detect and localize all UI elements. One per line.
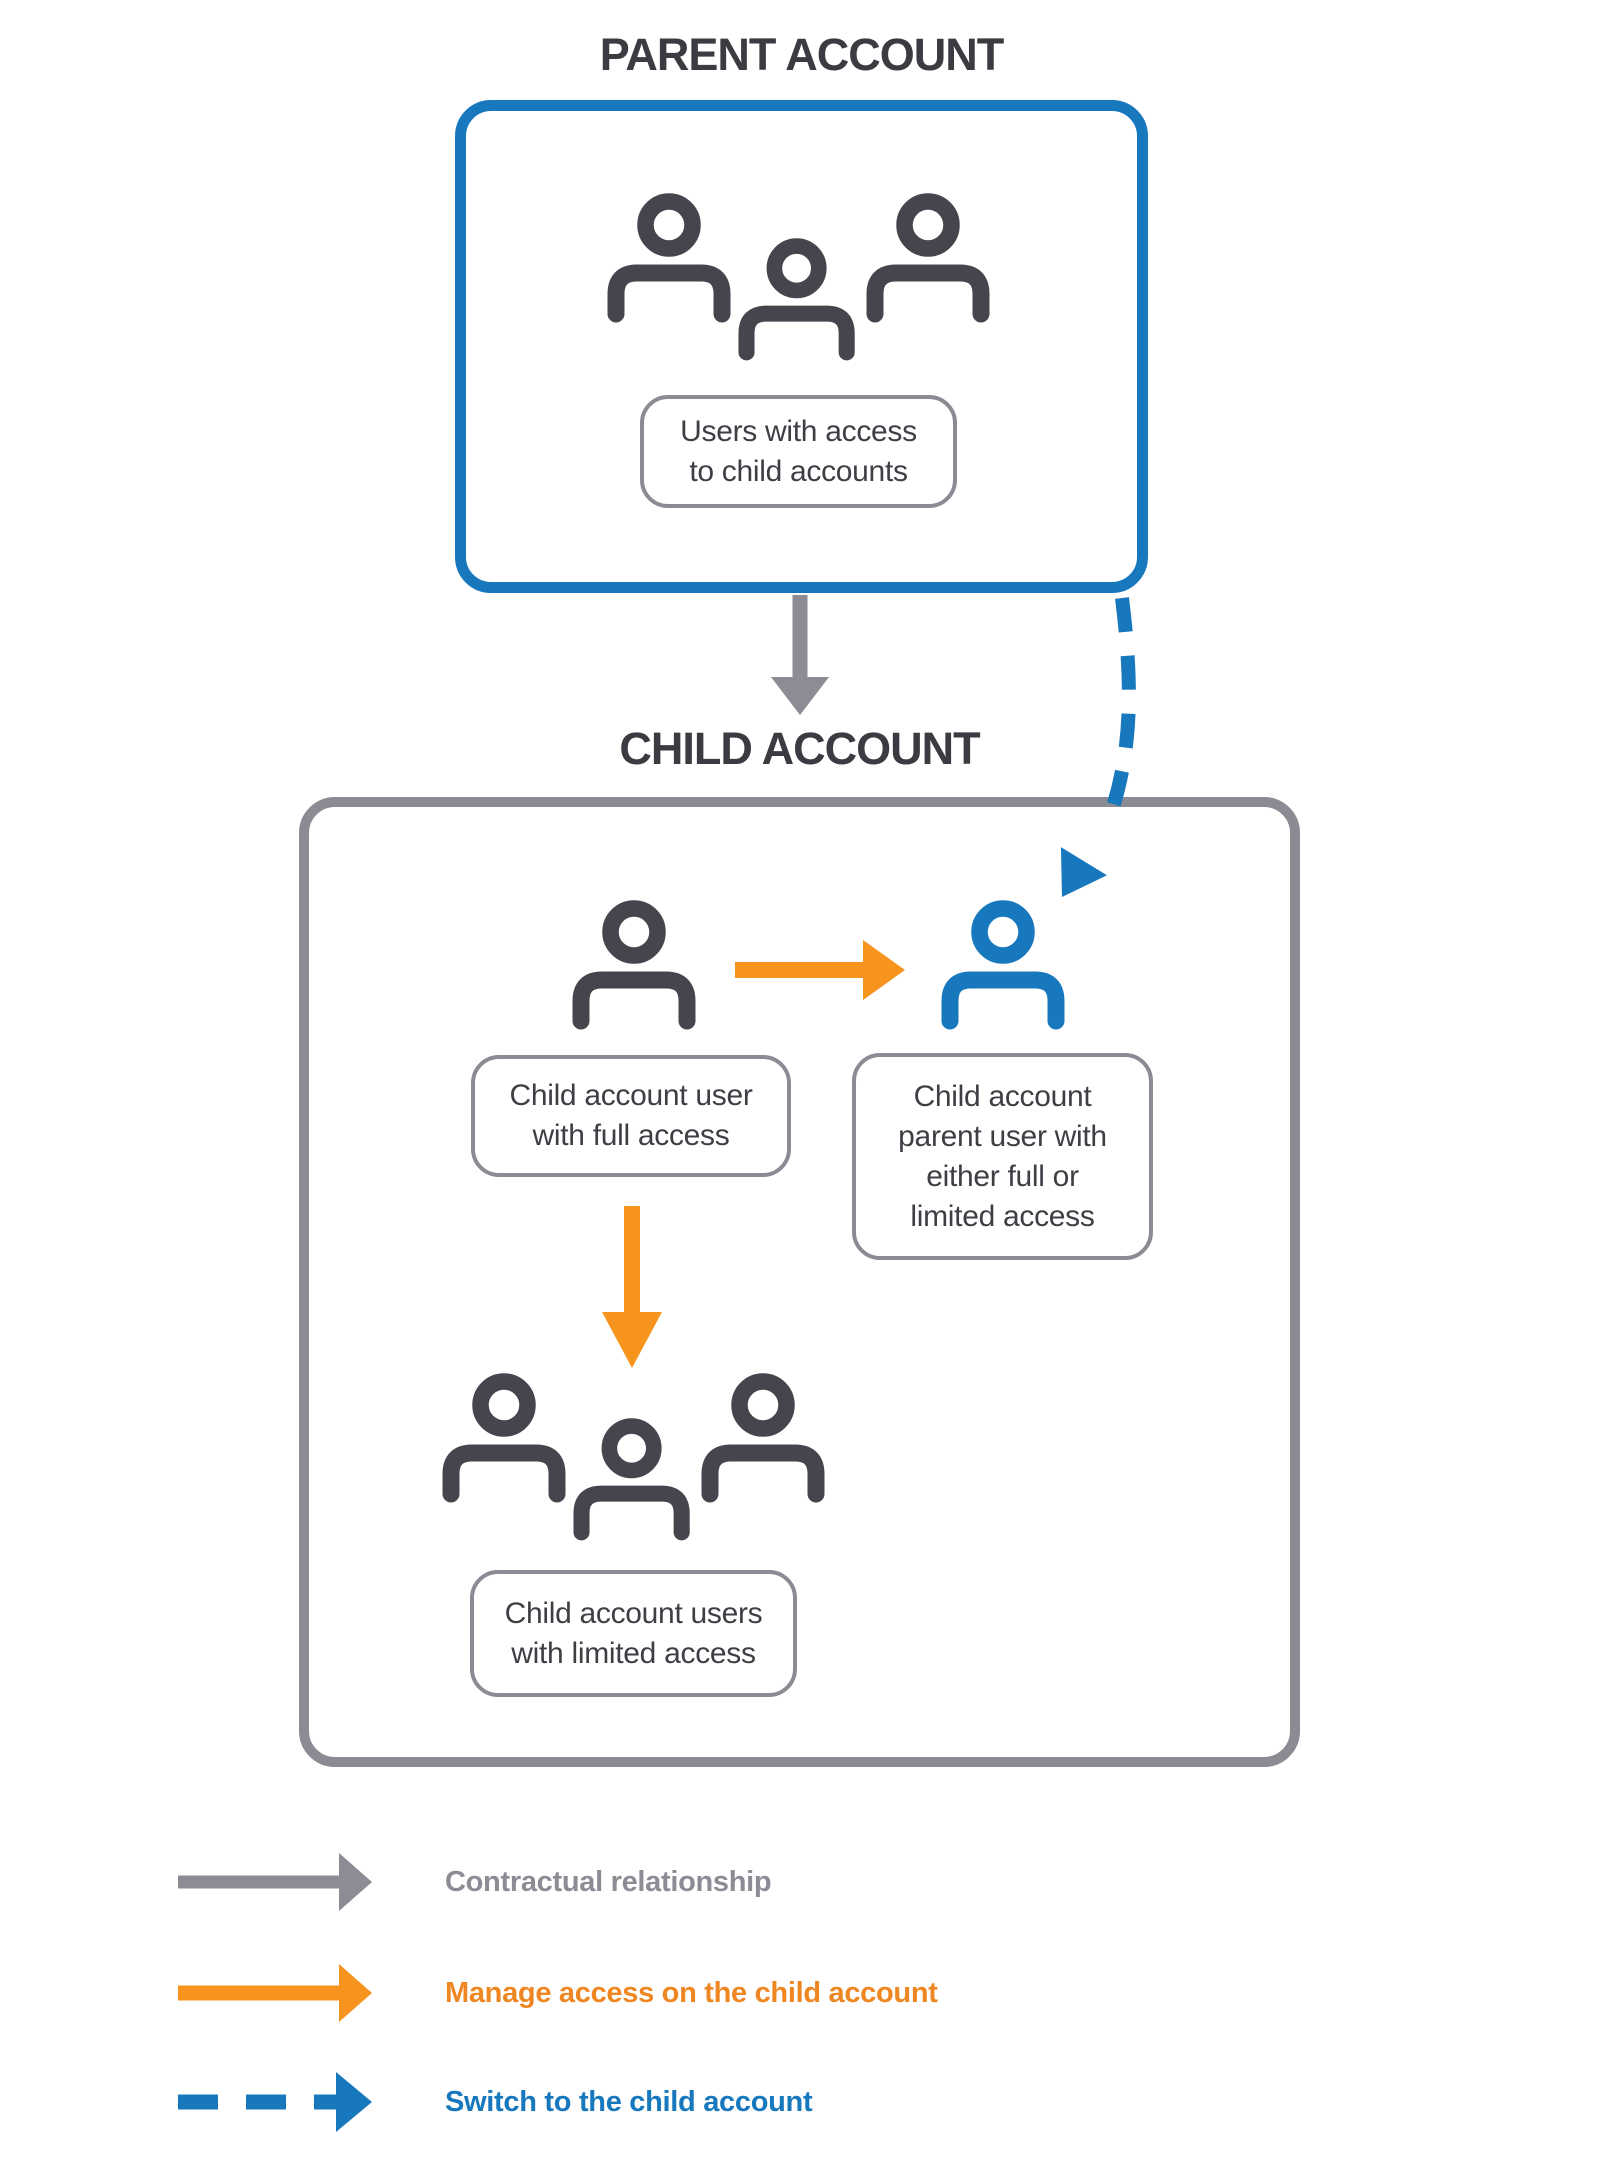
user-left	[616, 202, 722, 315]
parent-user-icon	[941, 900, 1065, 1032]
full-access-label-line1: Child account user	[509, 1079, 753, 1112]
parent-user-label	[852, 1053, 1153, 1260]
parent-users-label-line2: to child accounts	[689, 454, 908, 488]
manage-access-down-arrow	[601, 1206, 663, 1370]
parent-user-label-line4: limited access	[910, 1199, 1095, 1233]
child-account-title: CHILD ACCOUNT	[619, 723, 980, 774]
person-head	[646, 202, 693, 249]
parent-account-title: PARENT ACCOUNT	[599, 29, 1004, 80]
person-body	[582, 1494, 682, 1533]
person-body	[950, 980, 1056, 1021]
limited-users-label-line1: Child account users	[504, 1596, 763, 1630]
person-body	[710, 1453, 816, 1494]
full-access-user-icon	[572, 900, 696, 1032]
person-body	[875, 273, 981, 314]
person-head	[481, 1382, 528, 1429]
legend-row-manage	[176, 1961, 938, 2025]
user-center	[582, 1426, 682, 1532]
parent-user-label-line3: either full or	[926, 1159, 1079, 1193]
legend-blue-dashed-arrow-icon	[176, 2070, 374, 2134]
limited-users-label-line2: with limited access	[511, 1636, 756, 1670]
person-body	[747, 314, 847, 353]
person-body	[451, 1453, 557, 1494]
user-left	[451, 1382, 557, 1495]
full-access-label-line2: with full access	[532, 1119, 730, 1152]
parent-users-label	[640, 395, 957, 508]
legend-row-switch	[176, 2070, 812, 2134]
three-users-icon	[607, 193, 991, 372]
person-body	[581, 980, 687, 1021]
manage-access-right-arrow	[735, 938, 907, 1002]
legend-switch-label: Switch to the child account	[445, 2085, 813, 2118]
contractual-relationship-arrow	[763, 595, 837, 717]
person-head	[774, 246, 818, 290]
legend-gray-arrow-icon	[176, 1850, 374, 1914]
child-account-box	[299, 797, 1300, 1767]
full-access-user-label	[471, 1055, 791, 1177]
parent-users-label-line1: Users with access	[680, 414, 917, 448]
user-right	[710, 1382, 816, 1495]
person-head	[980, 909, 1027, 956]
person-body	[616, 273, 722, 314]
three-users-limited-icon	[442, 1373, 826, 1552]
user-center	[747, 246, 847, 352]
parent-user-label-line2: parent user with	[898, 1119, 1107, 1153]
legend-contractual-label: Contractual relationship	[445, 1865, 772, 1898]
person-head	[611, 909, 658, 956]
legend-row-contractual	[176, 1850, 771, 1914]
user-right	[875, 202, 981, 315]
person-head	[905, 202, 952, 249]
parent-user-label-line1: Child account	[913, 1079, 1092, 1113]
limited-users-label	[470, 1570, 797, 1697]
person-head	[740, 1382, 787, 1429]
parent-account-box	[455, 100, 1148, 593]
legend-orange-arrow-icon	[176, 1961, 374, 2025]
person-head	[609, 1426, 653, 1470]
switch-to-child-dashed-arrow	[1020, 590, 1180, 910]
legend-manage-label: Manage access on the child account	[445, 1976, 938, 2009]
